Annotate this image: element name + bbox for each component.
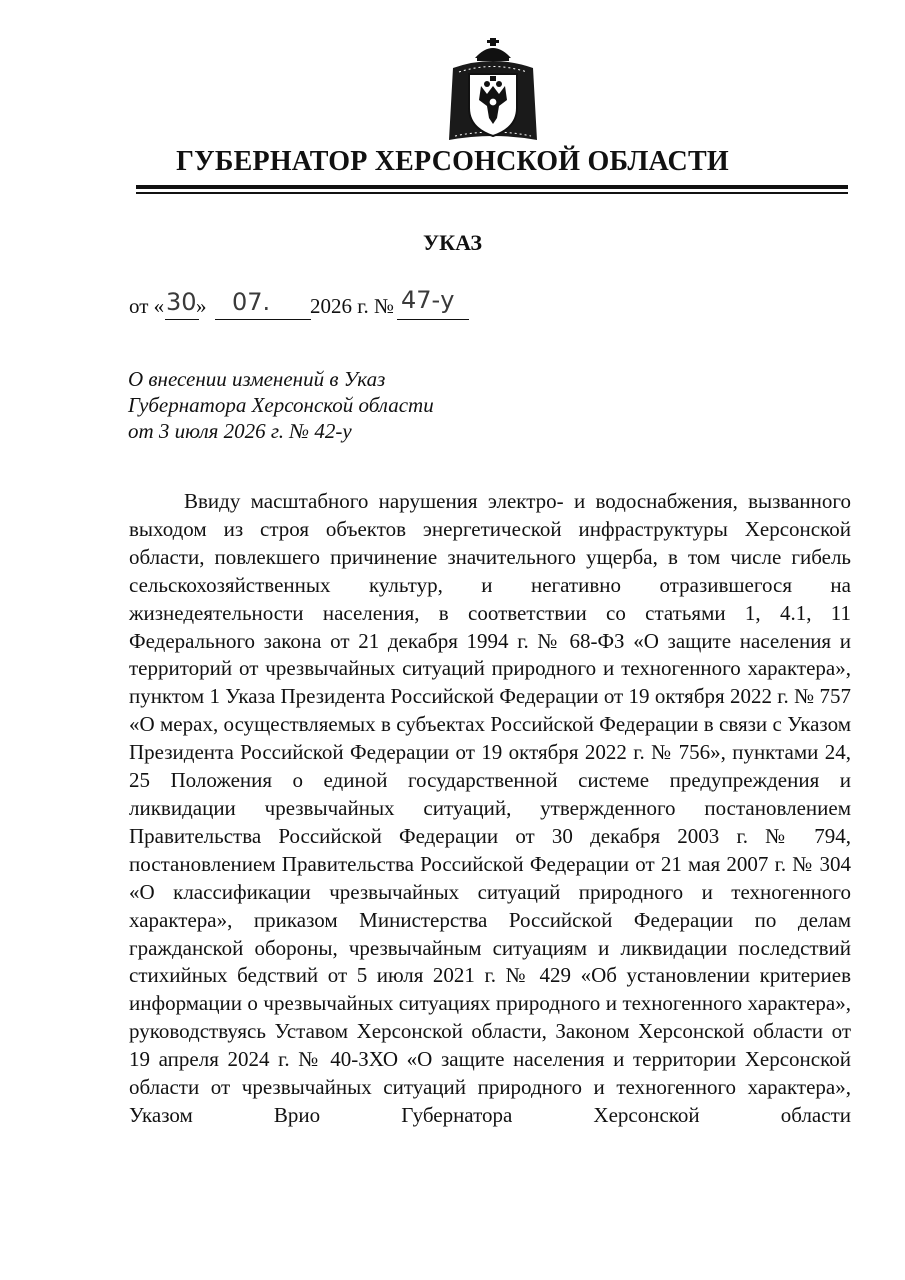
- body-paragraph: Ввиду масштабного нарушения электро- и водоснабжения, вызванного выходом из строя объектов энергетической инфраструктуры Херсонской области, повлекшего причинение значительного ущерба, в том числе гибель сельскохозяйственных культур, и негативно отразившегося на жизнедеятельности населения, в соответствии со статьями 1, 4.1, 11 Федерального закона от 21 декабря 1994 г. № 68-ФЗ «О защите населения и территорий от чрезвычайных ситуаций природного и техногенного характера», пунктом 1 Указа Президента Российской Федерации от 19 октября 2022 г. № 757 «О мерах, осуществляемых в субъектах Российской Федерации в связи с Указом Президента Российской Федерации от 19 октября 2022 г. № 756», пунктами 24, 25 Положения о единой государственной системе предупреждения и ликвидации чрезвычайных ситуаций, утвержденного постановлением Правительства Российской Федерации от 30 декабря 2003 г. № 794, постановлением Правительства Российской Федерации от 21 мая 2007 г. № 304 «О классификации чрезвычайных ситуаций природного и техногенного характера», приказом Министерства Российской Федерации по делам гражданской обороны, чрезвычайным ситуациям и ликвидации последствий стихийных бедствий от 5 июля 2021 г. № 429 «Об установлении критериев информации о чрезвычайных ситуациях природного и техногенного характера», руководствуясь Уставом Херсонской области, Законом Херсонской области от 19 апреля 2024 г. № 40-ЗХО «О защите населения и территории Херсонской области от чрезвычайных ситуаций природного и техногенного характера», Указом Врио Губернатора Херсонской области: [129, 489, 851, 1127]
- coat-of-arms-icon: [437, 36, 549, 148]
- month-underline: [215, 319, 311, 320]
- header-divider-thick: [136, 185, 848, 189]
- header-divider-thin: [136, 192, 848, 194]
- date-month: 07.: [232, 288, 271, 316]
- header-title: ГУБЕРНАТОР ХЕРСОНСКОЙ ОБЛАСТИ: [176, 146, 729, 177]
- document-subject: [128, 366, 548, 444]
- date-day-close: »: [196, 294, 207, 318]
- number-underline: [397, 319, 469, 320]
- date-prefix: от «: [129, 294, 165, 318]
- document-body: [129, 488, 851, 1130]
- document-type: УКАЗ: [422, 230, 483, 255]
- date-day: 30: [166, 288, 197, 316]
- subject-line: О внесении изменений в Указ: [128, 367, 386, 391]
- document-number: 47-у: [401, 286, 455, 314]
- date-year: 2026 г. №: [310, 294, 395, 318]
- day-underline: [165, 319, 199, 320]
- subject-line: Губернатора Херсонской области: [128, 393, 434, 417]
- subject-line: от 3 июля 2026 г. № 42-у: [128, 419, 352, 443]
